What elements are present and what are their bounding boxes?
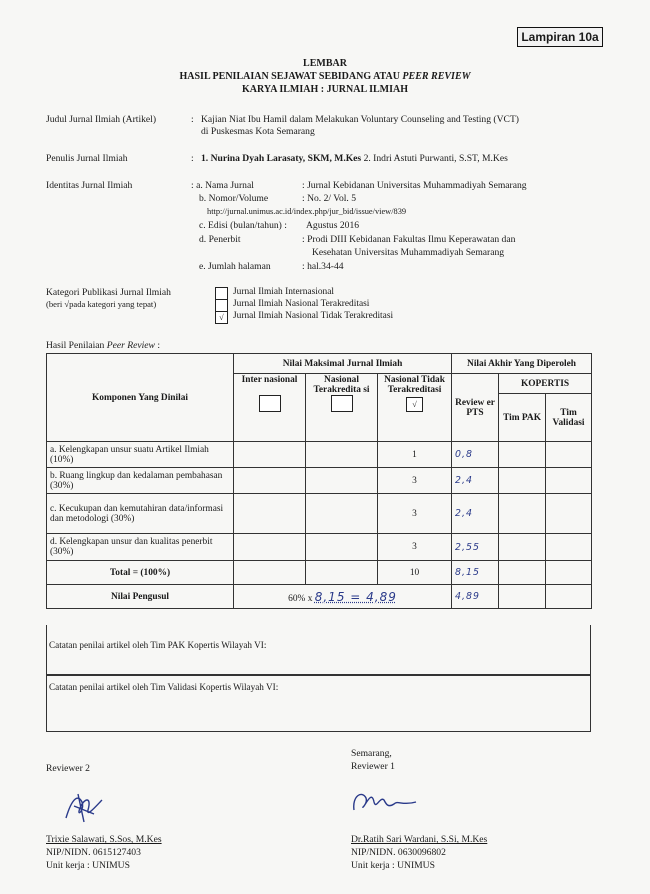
penulis-label: Penulis Jurnal Ilmiah [46, 153, 128, 164]
th-nasional-terakreditasi-text: Nasional Terakredita si [313, 375, 370, 395]
penulis-colon: : [191, 153, 194, 164]
row-label: a. Kelengkapan unsur suatu Artikel Ilmiah (10%) [47, 442, 234, 468]
table-row [47, 442, 592, 468]
total-row [47, 561, 592, 585]
reviewer2-signature-icon [58, 788, 108, 828]
nasional-tidak-checkbox[interactable]: √ [406, 397, 423, 412]
catatan-pak-box[interactable] [46, 625, 591, 675]
reviewer2-name: Trixie Salawati, S.Sos, M.Kes [46, 834, 162, 845]
penulis-value [201, 153, 508, 164]
identitas-b-label: b. Nomor/Volume [199, 193, 269, 204]
row-score: 0,8 [452, 442, 499, 468]
pengusul-row [47, 585, 592, 609]
reviewer2-nip: NIP/NIDN. 0615127403 [46, 847, 141, 858]
row-max: 3 [378, 494, 452, 534]
row-max: 3 [378, 534, 452, 561]
th-nilai-akhir: Nilai Akhir Yang Diperoleh [452, 354, 592, 374]
th-reviewer-pts: Review er PTS [452, 374, 499, 442]
row-max: 3 [378, 468, 452, 494]
identitas-a-label: : a. Nama Jurnal [191, 180, 254, 191]
row-score: 2,4 [452, 494, 499, 534]
identitas-c-label: c. Edisi (bulan/tahun) : [199, 220, 287, 231]
th-internasional [234, 374, 306, 442]
pengusul-formula [234, 585, 452, 609]
judul-label: Judul Jurnal Ilmiah (Artikel) [46, 114, 157, 125]
reviewer1-title: Reviewer 1 [351, 761, 395, 772]
catatan-validasi-box[interactable] [46, 675, 591, 732]
table-row [47, 534, 592, 561]
lampiran-label: Lampiran 10a [517, 27, 603, 47]
table-row [47, 468, 592, 494]
judul-value-2: di Puskesmas Kota Semarang [201, 126, 315, 137]
reviewer2-unit: Unit kerja : UNIMUS [46, 860, 130, 871]
reviewer1-signature-icon [350, 786, 420, 818]
internasional-checkbox[interactable] [259, 395, 281, 412]
table-row [47, 494, 592, 534]
identitas-label: Identitas Jurnal Ilmiah [46, 180, 133, 191]
identitas-e-label: e. Jumlah halaman [199, 261, 271, 272]
th-internasional-text: Inter nasional [241, 375, 298, 385]
header-line1: LEMBAR [303, 58, 347, 69]
peer-review-table [46, 353, 592, 609]
identitas-e-value: : hal.34-44 [302, 261, 344, 272]
kategori-hint: (beri √pada kategori yang tepat) [46, 299, 157, 309]
identitas-d-label: d. Penerbit [199, 234, 241, 245]
kategori-option-2: Jurnal Ilmiah Nasional Terakreditasi [233, 299, 370, 309]
hasil-label [46, 340, 160, 351]
catatan-validasi-label: Catatan penilai artikel oleh Tim Validasi Kopertis Wilayah VI: [49, 682, 279, 692]
identitas-d-value-2: Kesehatan Universitas Muhammadiyah Semarang [312, 247, 505, 258]
th-nasional-tidak-text: Nasional Tidak Terakreditasi [384, 375, 445, 395]
row-label: c. Kecukupan dan kemutahiran data/informasi dan metodologi (30%) [47, 494, 234, 534]
pengusul-formula-hand: 8,15 = 4,89 [314, 589, 397, 604]
row-score: 2,4 [452, 468, 499, 494]
header-line2-text: HASIL PENILAIAN SEJAWAT SEBIDANG ATAU [179, 71, 403, 82]
judul-colon: : [191, 114, 194, 125]
catatan-pak-label: Catatan penilai artikel oleh Tim PAK Kopertis Wilayah VI: [49, 640, 267, 650]
penulis-first-author: 1. Nurina Dyah Larasaty, SKM, M.Kes [201, 153, 362, 164]
th-komponen: Komponen Yang Dinilai [47, 354, 234, 442]
nasional-terakreditasi-checkbox[interactable] [331, 395, 353, 412]
th-tim-validasi: Tim Validasi [546, 394, 592, 442]
kategori-label: Kategori Publikasi Jurnal Ilmiah [46, 287, 171, 298]
total-max: 10 [378, 561, 452, 585]
header-line2-italic: PEER REVIEW [402, 71, 471, 82]
hasil-label-text: Hasil Penilaian [46, 340, 107, 351]
reviewer1-nip: NIP/NIDN. 0630096802 [351, 847, 446, 858]
th-nasional-tidak [378, 374, 452, 442]
th-nilai-maks: Nilai Maksimal Jurnal Ilmiah [234, 354, 452, 374]
header-line3: KARYA ILMIAH : JURNAL ILMIAH [242, 84, 408, 95]
hasil-label-italic: Peer Review [106, 340, 155, 351]
identitas-b-value: : No. 2/ Vol. 5 [302, 193, 357, 204]
penulis-second-author: 2. Indri Astuti Purwanti, S.ST, M.Kes [361, 153, 508, 164]
judul-value-1: Kajian Niat Ibu Hamil dalam Melakukan Voluntary Counseling and Testing (VCT) [201, 114, 519, 125]
row-score: 2,55 [452, 534, 499, 561]
row-label: d. Kelengkapan unsur dan kualitas penerbit (30%) [47, 534, 234, 561]
th-kopertis: KOPERTIS [499, 374, 592, 394]
pengusul-label: Nilai Pengusul [47, 585, 234, 609]
th-tim-pak: Tim PAK [499, 394, 546, 442]
identitas-a-value: : Jurnal Kebidanan Universitas Muhammadiyah Semarang [302, 180, 527, 191]
reviewer1-name: Dr.Ratih Sari Wardani, S.Si, M.Kes [351, 834, 488, 845]
identitas-d-value-1: : Prodi DIII Kebidanan Fakultas Ilmu Keperawatan dan [302, 234, 516, 245]
kategori-checkbox-nasional-tidak[interactable]: √ [215, 311, 228, 324]
identitas-url: http://jurnal.unimus.ac.id/index.php/jur_bid/issue/view/839 [207, 207, 407, 216]
total-label: Total = (100%) [47, 561, 234, 585]
header-line2 [0, 71, 650, 82]
total-score: 8,15 [452, 561, 499, 585]
th-nasional-terakreditasi [306, 374, 378, 442]
kategori-option-3: Jurnal Ilmiah Nasional Tidak Terakreditasi [233, 311, 394, 321]
hasil-label-colon: : [154, 340, 161, 351]
kategori-option-1: Jurnal Ilmiah Internasional [233, 287, 335, 297]
row-label: b. Ruang lingkup dan kedalaman pembahasan (30%) [47, 468, 234, 494]
reviewer1-place: Semarang, [351, 748, 392, 759]
reviewer1-unit: Unit kerja : UNIMUS [351, 860, 435, 871]
pengusul-formula-prefix: 60% x [288, 593, 315, 604]
reviewer2-title: Reviewer 2 [46, 763, 90, 774]
row-max: 1 [378, 442, 452, 468]
identitas-c-value: Agustus 2016 [306, 220, 360, 231]
pengusul-score: 4,89 [452, 585, 499, 609]
